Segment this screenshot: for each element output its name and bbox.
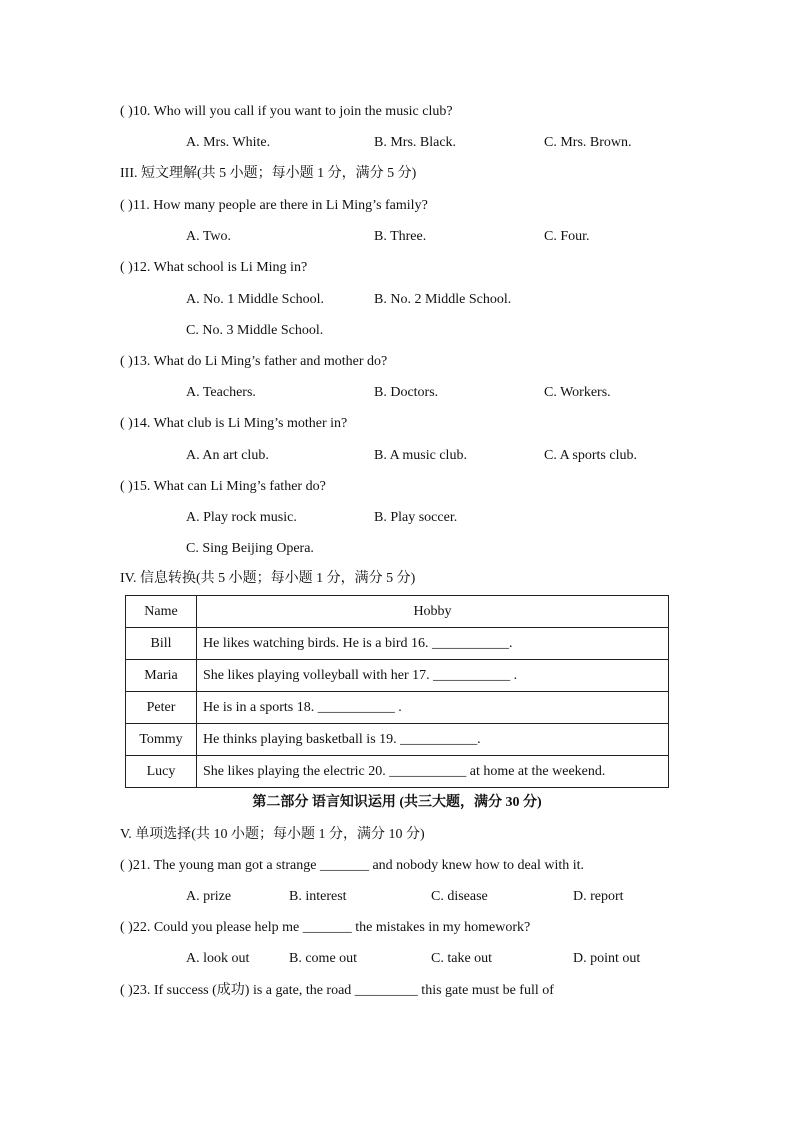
question-12-option-a: A. No. 1 Middle School. — [186, 292, 325, 307]
table-cell-name: Tommy — [126, 724, 197, 756]
question-21-stem: ( )21. The young man got a strange _______ and nobody knew how to deal with it. — [120, 858, 584, 873]
section-4-heading: IV. 信息转换(共 5 小题；每小题 1 分，满分 5 分) — [120, 571, 416, 586]
question-22-option-d: D. point out — [573, 951, 641, 966]
question-11-option-c: C. Four. — [544, 229, 590, 244]
hobby-table — [125, 595, 669, 788]
section-3-heading: III. 短文理解(共 5 小题；每小题 1 分，满分 5 分) — [120, 166, 417, 181]
question-21-option-c: C. disease — [431, 889, 488, 904]
question-21-option-b: B. interest — [289, 889, 347, 904]
question-22-option-c: C. take out — [431, 951, 493, 966]
table-row — [126, 628, 669, 660]
question-22-option-b: B. come out — [289, 951, 358, 966]
section-5-heading: V. 单项选择(共 10 小题；每小题 1 分，满分 10 分) — [120, 827, 425, 842]
question-23-stem: ( )23. If success (成功) is a gate, the road _________ this gate must be full of — [120, 983, 554, 998]
table-cell-hobby: She likes playing volleyball with her 17. ___________ . — [197, 660, 669, 692]
question-13-option-c: C. Workers. — [544, 385, 611, 400]
question-21-option-d: D. report — [573, 889, 624, 904]
question-15-option-b: B. Play soccer. — [374, 510, 458, 525]
question-15-option-a: A. Play rock music. — [186, 510, 297, 525]
question-15-stem: ( )15. What can Li Ming’s father do? — [120, 479, 326, 494]
table-header-hobby: Hobby — [197, 596, 669, 628]
table-cell-hobby: She likes playing the electric 20. ___________ at home at the weekend. — [197, 756, 669, 788]
table-cell-hobby: He likes watching birds. He is a bird 16. ___________. — [197, 628, 669, 660]
question-12-stem: ( )12. What school is Li Ming in? — [120, 260, 308, 275]
part-2-heading: 第二部分 语言知识运用 (共三大题，满分 30 分) — [252, 795, 542, 810]
table-row — [126, 660, 669, 692]
table-header-name: Name — [126, 596, 197, 628]
question-13-stem: ( )13. What do Li Ming’s father and mother do? — [120, 354, 388, 369]
question-14-stem: ( )14. What club is Li Ming’s mother in? — [120, 416, 348, 431]
question-11-option-b: B. Three. — [374, 229, 427, 244]
question-10-option-c: C. Mrs. Brown. — [544, 135, 632, 150]
question-14-option-a: A. An art club. — [186, 448, 269, 463]
question-10-option-b: B. Mrs. Black. — [374, 135, 457, 150]
question-14-option-c: C. A sports club. — [544, 448, 637, 463]
question-13-option-b: B. Doctors. — [374, 385, 439, 400]
question-15-option-c: C. Sing Beijing Opera. — [186, 541, 314, 556]
table-row — [126, 724, 669, 756]
question-10-stem: ( )10. Who will you call if you want to join the music club? — [120, 104, 453, 119]
question-22-stem: ( )22. Could you please help me _______ the mistakes in my homework? — [120, 920, 531, 935]
table-cell-name: Maria — [126, 660, 197, 692]
question-10-option-a: A. Mrs. White. — [186, 135, 271, 150]
question-22-option-a: A. look out — [186, 951, 250, 966]
table-cell-name: Lucy — [126, 756, 197, 788]
question-12-option-b: B. No. 2 Middle School. — [374, 292, 512, 307]
question-11-stem: ( )11. How many people are there in Li Ming’s family? — [120, 198, 428, 213]
table-cell-hobby: He is in a sports 18. ___________ . — [197, 692, 669, 724]
table-cell-hobby: He thinks playing basketball is 19. ___________. — [197, 724, 669, 756]
table-cell-name: Peter — [126, 692, 197, 724]
question-12-option-c: C. No. 3 Middle School. — [186, 323, 324, 338]
question-13-option-a: A. Teachers. — [186, 385, 256, 400]
question-14-option-b: B. A music club. — [374, 448, 467, 463]
table-header-row — [126, 596, 669, 628]
table-row — [126, 756, 669, 788]
question-11-option-a: A. Two. — [186, 229, 232, 244]
table-row — [126, 692, 669, 724]
table-cell-name: Bill — [126, 628, 197, 660]
question-21-option-a: A. prize — [186, 889, 232, 904]
